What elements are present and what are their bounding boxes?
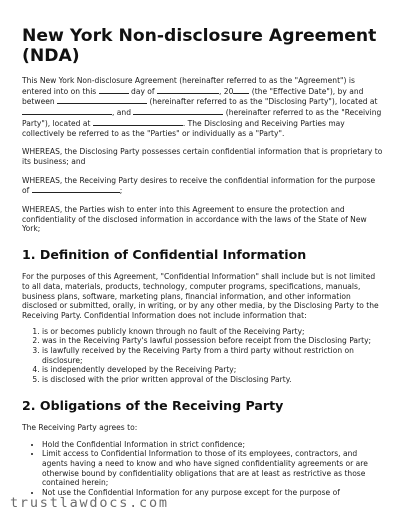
receiving-address-blank [93, 118, 183, 126]
section-2-heading: 2. Obligations of the Receiving Party [22, 397, 284, 413]
receiving-party-blank [133, 107, 223, 115]
obligations-list [22, 440, 384, 498]
intro-text-3: , 20 [218, 86, 234, 96]
list-item: 3. is lawfully received by the Receiving Party from a third party without restriction on disclosure; [42, 346, 384, 365]
section-1-heading: 1. Definition of Confidential Information [22, 247, 307, 263]
year-blank [233, 86, 249, 94]
exclusions-list [22, 327, 384, 385]
whereas-2 [22, 176, 384, 196]
intro-paragraph [22, 76, 384, 138]
intro-text-2: day of [128, 86, 157, 96]
list-item: 5. is disclosed with the prior written approval of the Disclosing Party. [42, 375, 384, 385]
whereas-2-text-2: ; [119, 186, 123, 196]
month-blank [157, 86, 219, 94]
list-item: • Hold the Confidential Information in strict confidence; [42, 440, 384, 450]
intro-text-6: , and [112, 108, 134, 118]
document-page [22, 26, 384, 506]
watermark-text: trustlawdocs.com [10, 495, 169, 511]
section-1-body: For the purposes of this Agreement, "Confidential Information" shall include but is not limited to all data, materials, products, technology, computer programs, specifications, manuals, business plans, software, marketing plans, financial information, and other information disclosed or submitted, orally, in writing, or by any other media, by the Disclosing Party to the Receiving Party. Confidential Information does not include information that: [22, 272, 379, 320]
purpose-blank [32, 185, 120, 193]
intro-text-8: . The Disclosing and Receiving Parties may collectively be referred to as the "Parties" or individually as a "Party". [22, 118, 345, 138]
whereas-1: WHEREAS, the Disclosing Party possesses certain confidential information that is proprietary to its business; and [22, 147, 383, 166]
intro-text-7: (hereinafter referred to as the "Receiving Party"), located at [22, 108, 382, 128]
whereas-3: WHEREAS, the Parties wish to enter into this Agreement to ensure the protection and confidentiality of the disclosed information in accordance with the laws of the State of New York; [22, 205, 367, 234]
list-item: • Limit access to Confidential Information to those of its employees, contractors, and agents having a need to know and who have signed confidentiality agreements or are otherwise bound by confidentiality obligations that are at least as restrictive as those contained herein; [42, 449, 384, 488]
list-item: 4. is independently developed by the Receiving Party; [42, 365, 384, 375]
list-item: 1. is or becomes publicly known through no fault of the Receiving Party; [42, 327, 384, 337]
whereas-2-text-1: WHEREAS, the Receiving Party desires to receive the confidential information for the purpose of [22, 175, 376, 196]
disclosing-address-blank [22, 107, 112, 115]
intro-text-4: (the "Effective Date"), by and between [22, 86, 364, 107]
day-blank [99, 86, 129, 94]
list-item: • Not use the Confidential Information for any purpose except for the purpose of [42, 488, 384, 498]
intro-text-5: (hereinafter referred to as the "Disclosing Party"), located at [147, 97, 378, 107]
section-2-body: The Receiving Party agrees to: [22, 422, 138, 432]
intro-text-1: This New York Non-disclosure Agreement (hereinafter referred to as the "Agreement") is entered into on this [22, 76, 355, 96]
disclosing-party-blank [57, 96, 147, 104]
document-title: New York Non-disclosure Agreement (NDA) [22, 26, 377, 66]
list-item: 2. was in the Receiving Party's lawful possession before receipt from the Disclosing Party; [42, 336, 384, 346]
